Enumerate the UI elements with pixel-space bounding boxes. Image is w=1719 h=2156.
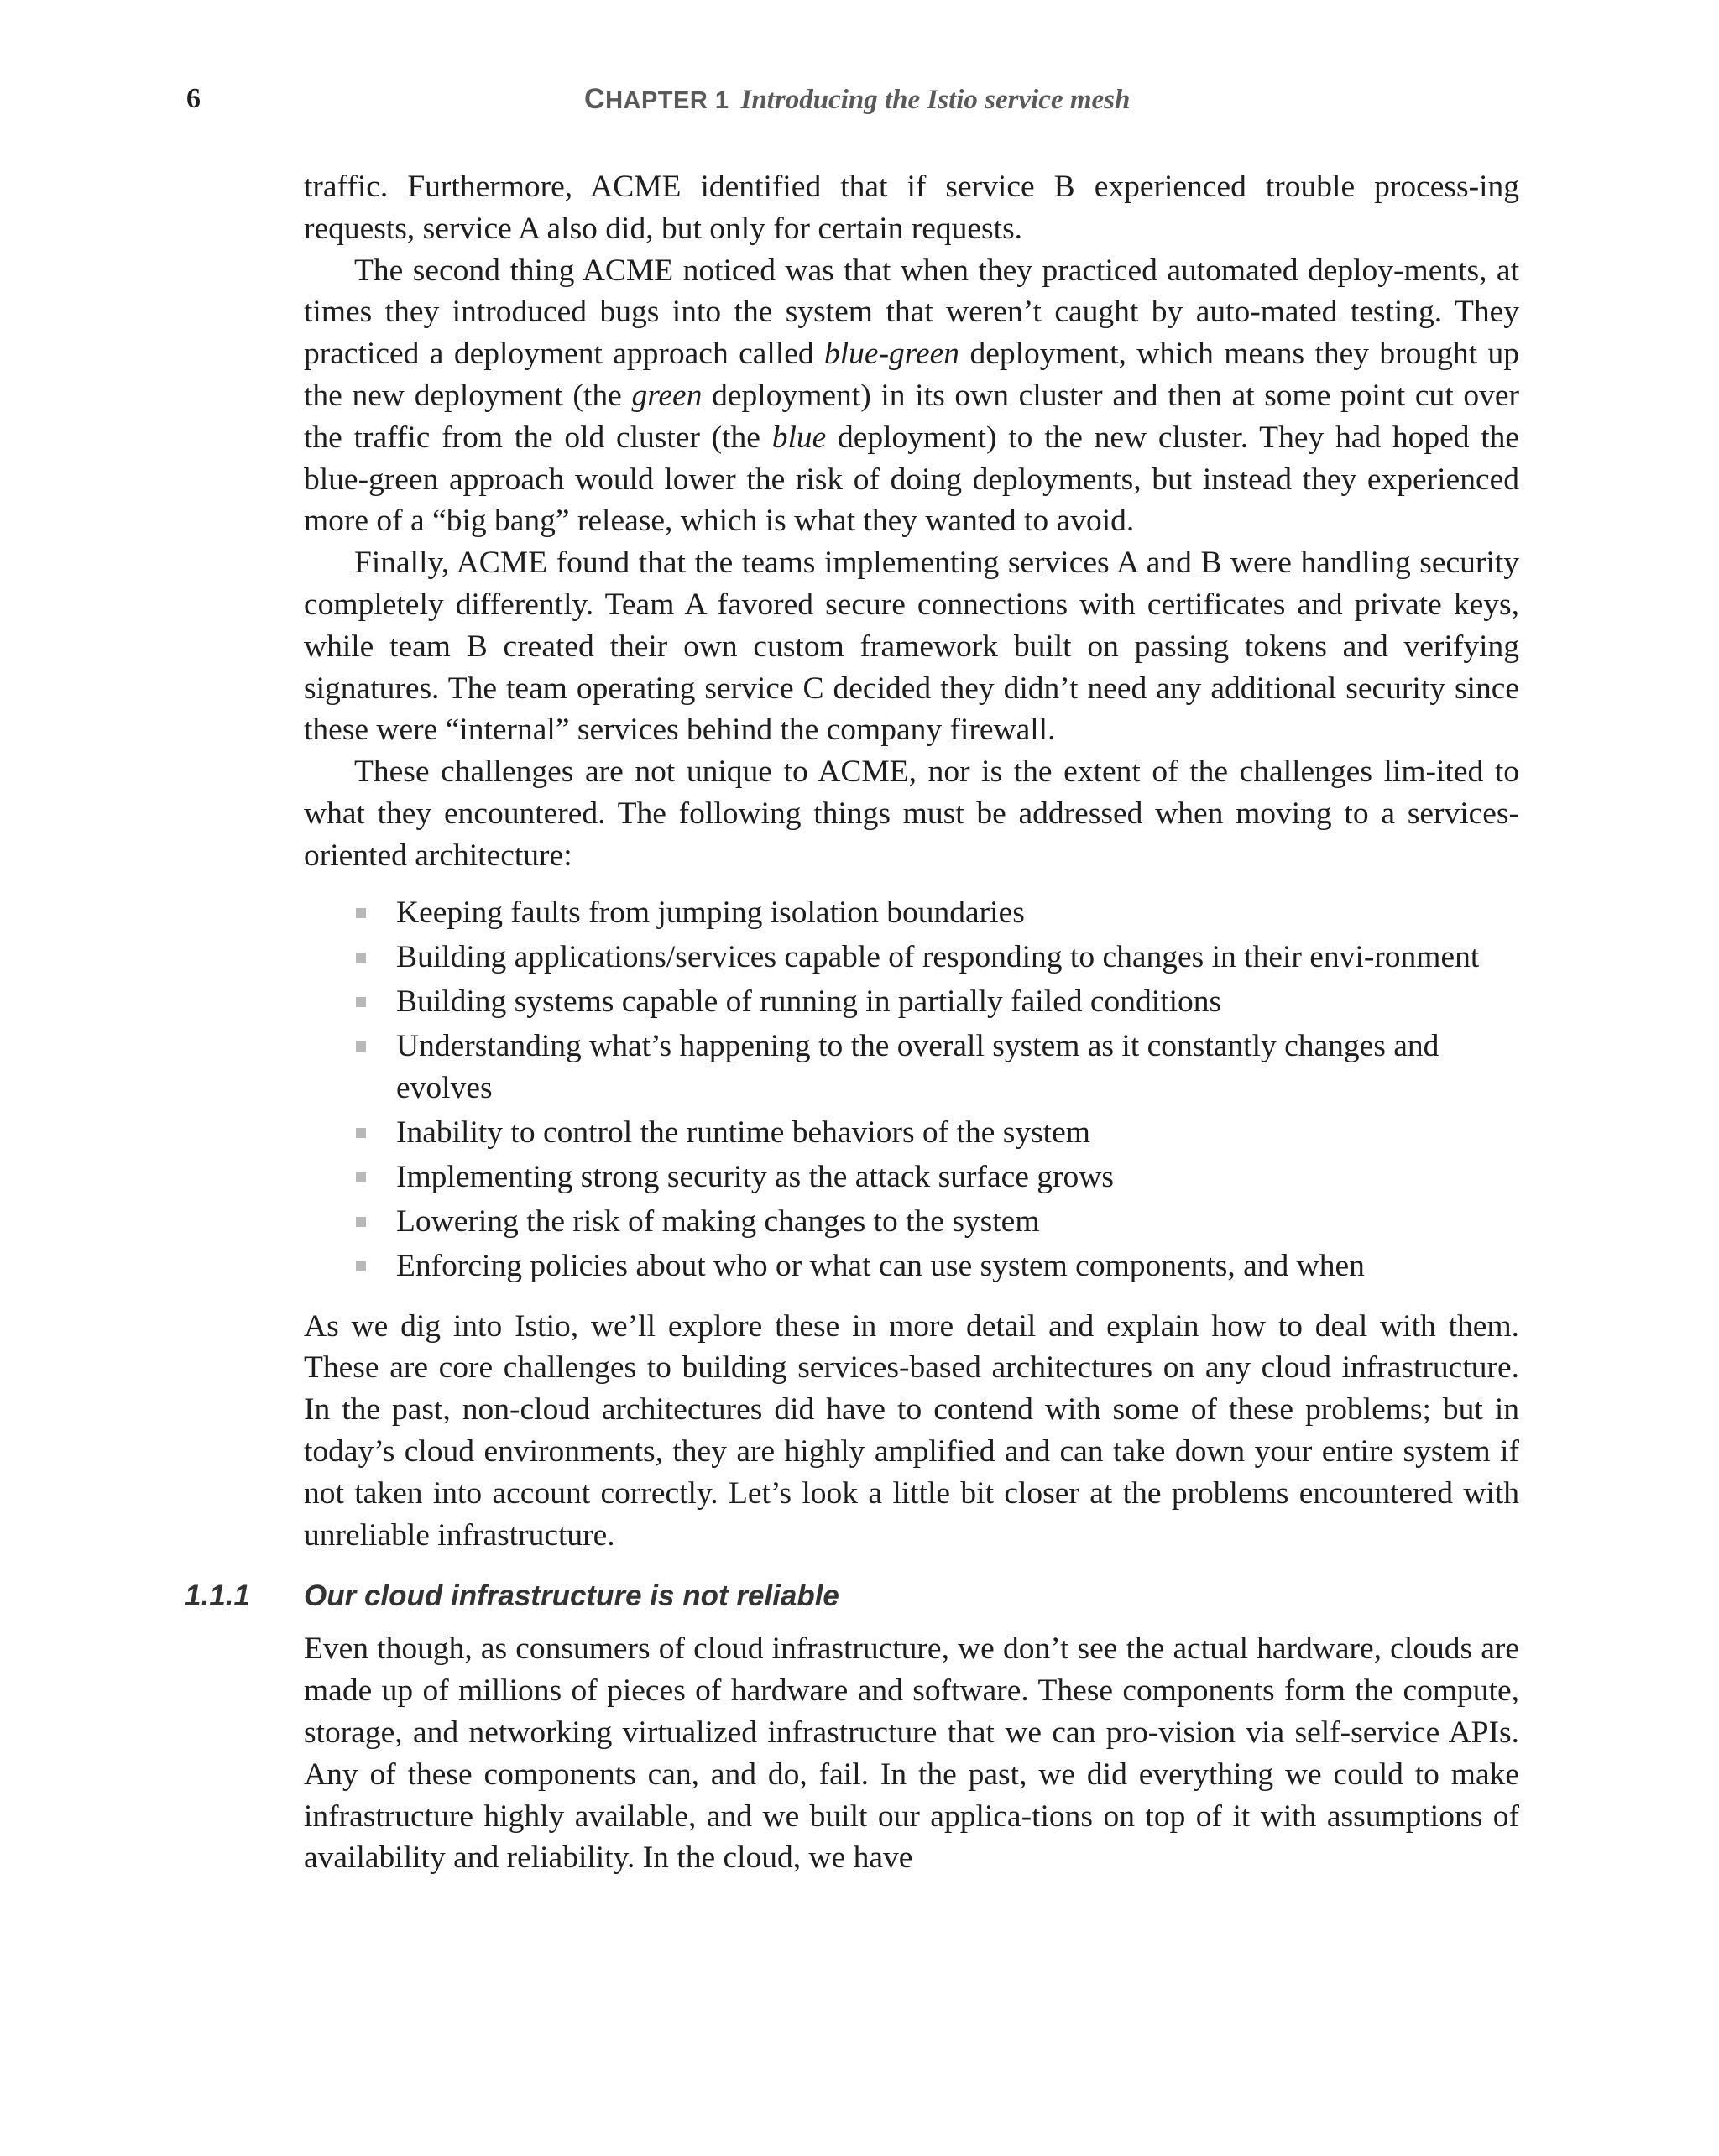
list-item-text: Building systems capable of running in partially failed conditions [396,984,1222,1019]
emphasis-blue: blue [771,420,827,455]
chapter-label-rest: HAPTER 1 [605,87,729,114]
running-header [0,81,1719,123]
list-item-text: Implementing strong security as the attack surface grows [396,1159,1114,1194]
list-item [304,1026,1519,1109]
page-number: 6 [186,83,201,114]
emphasis-blue-green: blue-green [824,337,960,372]
running-head [584,81,1130,123]
square-bullet-icon [356,1128,366,1138]
paragraph-continuation: traffic. Furthermore, ACME identified that if service B experienced trouble process-ing requests, service A also did, but only for certain requests. [304,170,1519,246]
challenges-list [304,892,1519,1287]
section-heading [185,1574,1519,1618]
list-item [304,892,1519,934]
square-bullet-icon [356,908,366,918]
paragraph-text: deployment) in its own cluster and then at some point cut over the traffic from the old cluster (the [304,378,1519,455]
paragraph-text: deployment, which means they brought up the new deployment (the [304,337,1519,413]
paragraph-text: The second thing ACME noticed was that when they practiced automated deploy-ments, at times they introduced bugs into the system that weren’t caught by auto-mated testing. They practiced a deployment approach called [304,253,1519,372]
chapter-label-initial: C [584,83,606,115]
square-bullet-icon [356,1217,366,1227]
paragraph-closing: As we dig into Istio, we’ll explore these in more detail and explain how to deal with them. These are core challenges to building services-based architectures on any cloud infrastructure. In the past, non-cloud architectures did have to contend with some of these problems; but in today’s cloud environments, they are highly amplified and can take down your entire system if not taken into account correctly. Let’s look a little bit closer at the problems encountered with unreliable infrastructure. [304,1308,1519,1553]
list-item-text: Keeping faults from jumping isolation boundaries [396,895,1025,930]
square-bullet-icon [356,953,366,963]
list-item [304,1201,1519,1243]
section-body-paragraph: Even though, as consumers of cloud infrastructure, we don’t see the actual hardware, clouds are made up of millions of pieces of hardware and software. These components form the compute, storage, and networking virtualized infrastructure that we can pro-vision via self-service APIs. Any of these components can, and do, fail. In the past, we did everything we could to make infrastructure highly available, and we built our applica-tions on top of it with assumptions of availability and reliability. In the cloud, we have [304,1631,1519,1876]
list-item-text: Inability to control the runtime behaviors of the system [396,1115,1090,1150]
section-title: Our cloud infrastructure is not reliable [304,1579,839,1613]
section-number: 1.1.1 [185,1579,250,1613]
chapter-title: Introducing the Istio service mesh [740,85,1131,115]
paragraph-text: deployment) to the new cluster. They had hoped the blue-green approach would lower the risk of doing deployments, but instead they experienced more of a “big bang” release, which is what they wanted to avoid. [304,420,1520,539]
paragraph-security: Finally, ACME found that the teams implementing services A and B were handling security completely differently. Team A favored secure connections with certificates and private keys, while team B created their own custom framework built on passing tokens and verifying signatures. The team operating service C decided they didn’t need any additional security since these were “internal” services behind the company firewall. [304,546,1519,748]
list-item-text: Lowering the risk of making changes to the system [396,1203,1040,1239]
list-item [304,1245,1519,1287]
square-bullet-icon [356,997,366,1007]
list-item [304,981,1519,1023]
square-bullet-icon [356,1041,366,1052]
emphasis-green: green [631,378,703,413]
paragraph-challenges: These challenges are not unique to ACME, nor is the extent of the challenges lim-ited to what they encountered. The following things must be addressed when moving to a services-oriented architecture: [304,754,1519,873]
list-item-text: Enforcing policies about who or what can use system components, and when [396,1248,1365,1283]
list-item-text: Understanding what’s happening to the overall system as it constantly changes and evolves [396,1028,1439,1105]
paragraph-deployment [304,250,1519,543]
page-body [185,166,1520,1879]
list-item [304,1156,1519,1198]
list-item-text: Building applications/services capable of responding to changes in their envi-ronment [396,939,1480,974]
list-item [304,937,1519,979]
list-item [304,1112,1519,1154]
square-bullet-icon [356,1261,366,1271]
chapter-label [584,83,729,115]
square-bullet-icon [356,1172,366,1182]
